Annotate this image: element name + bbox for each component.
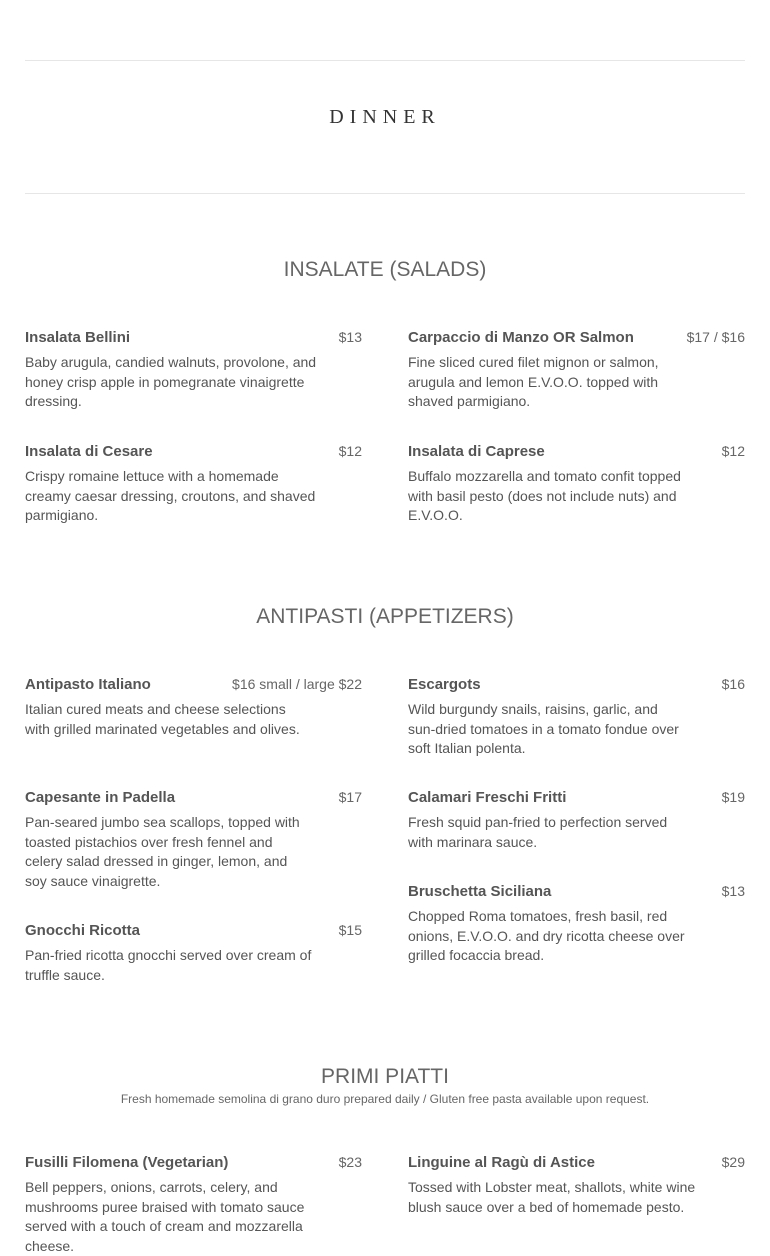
item-description: Bell peppers, onions, carrots, celery, and mushrooms puree braised with tomato sauce served with a touch of cream and mozzarella cheese.	[25, 1179, 305, 1254]
item-price: $17 / $16	[686, 329, 745, 345]
item-price: $23	[338, 1154, 362, 1170]
section-title-salads: INSALATE (SALADS)	[283, 258, 487, 281]
item-price: $17	[338, 789, 362, 805]
section-note: Fresh homemade semolina di grano duro prepared daily / Gluten free pasta available upon request.	[120, 1092, 650, 1106]
item-name: Antipasto Italiano	[25, 676, 151, 693]
item-price: $16	[721, 676, 745, 692]
item-name: Carpaccio di Manzo OR Salmon	[408, 329, 634, 346]
item-description: Wild burgundy snails, raisins, garlic, and sun-dried tomatoes in a tomato fondue over soft Italian polenta.	[408, 701, 679, 756]
item-price: $15	[338, 922, 362, 938]
item-name: Insalata di Caprese	[408, 443, 545, 460]
item-name: Fusilli Filomena (Vegetarian)	[25, 1154, 229, 1171]
item-price: $29	[721, 1154, 745, 1170]
item-description: Chopped Roma tomatoes, fresh basil, red onions, E.V.O.O. and dry ricotta cheese over grilled focaccia bread.	[408, 908, 685, 963]
section-title-appetizers: ANTIPASTI (APPETIZERS)	[256, 605, 514, 628]
item-name: Insalata di Cesare	[25, 443, 153, 460]
item-name: Escargots	[408, 676, 481, 693]
item-price: $12	[338, 443, 362, 459]
item-name: Gnocchi Ricotta	[25, 922, 141, 939]
item-description: Buffalo mozzarella and tomato confit topped with basil pesto (does not include nuts) and E.V.O.O.	[408, 468, 681, 523]
item-name: Calamari Freschi Fritti	[408, 789, 567, 806]
page-title: DINNER	[329, 106, 441, 128]
title-divider	[25, 193, 745, 194]
item-description: Fine sliced cured filet mignon or salmon, arugula and lemon E.V.O.O. topped with shaved parmigiano.	[408, 354, 659, 409]
top-divider	[25, 60, 745, 61]
item-description: Baby arugula, candied walnuts, provolone, and honey crisp apple in pomegranate vinaigrette dressing.	[25, 354, 317, 409]
item-description: Pan-seared jumbo sea scallops, topped with toasted pistachios over fresh fennel and celery salad dressed in ginger, lemon, and soy sauce vinaigrette.	[25, 814, 300, 889]
item-price: $19	[721, 789, 745, 805]
section-title-primi-piatti: PRIMI PIATTI	[321, 1065, 449, 1088]
item-price: $16 small / large $22	[232, 676, 362, 692]
item-description: Italian cured meats and cheese selections with grilled marinated vegetables and olives.	[25, 701, 300, 737]
item-name: Linguine al Ragù di Astice	[408, 1154, 595, 1171]
item-description: Crispy romaine lettuce with a homemade creamy caesar dressing, croutons, and shaved parmigiano.	[25, 468, 316, 523]
item-description: Pan-fried ricotta gnocchi served over cream of truffle sauce.	[25, 947, 312, 983]
item-description: Tossed with Lobster meat, shallots, white wine blush sauce over a bed of homemade pesto.	[408, 1179, 696, 1215]
item-name: Capesante in Padella	[25, 789, 176, 806]
item-description: Fresh squid pan-fried to perfection served with marinara sauce.	[408, 814, 668, 850]
item-price: $13	[721, 883, 745, 899]
item-name: Insalata Bellini	[25, 329, 131, 346]
item-price: $13	[338, 329, 362, 345]
item-name: Bruschetta Siciliana	[408, 883, 552, 900]
item-price: $12	[721, 443, 745, 459]
